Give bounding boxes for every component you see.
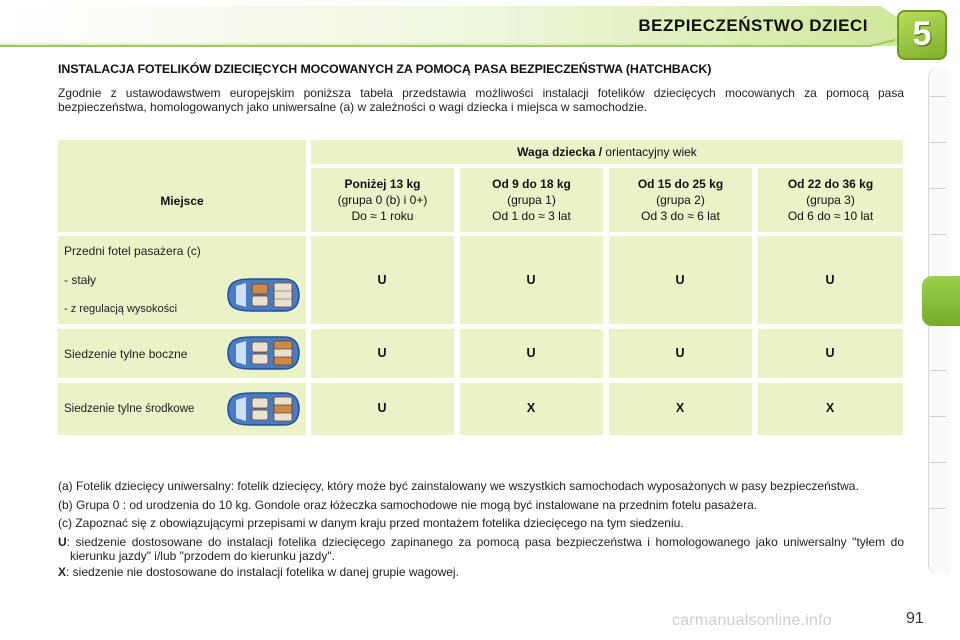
- footnote-text: Fotelik dziecięcy uniwersalny: fotelik dziecięcy, który może być zainstalowany we wszystkich samochodach wyposażonych w pasy bezpieczeństwa.: [72, 479, 859, 493]
- seat-label: Siedzenie tylne środkowe: [64, 403, 195, 415]
- side-index-tick: [930, 96, 946, 97]
- compatibility-mark: U: [377, 346, 387, 360]
- compatibility-mark: U: [377, 273, 387, 287]
- group-age: Od 3 do ≈ 6 lat: [641, 209, 720, 223]
- place-header-label: Miejsce: [160, 194, 204, 208]
- group-name: (grupa 1): [507, 193, 556, 207]
- group-name: (grupa 2): [656, 193, 705, 207]
- side-index-tab-active[interactable]: [922, 276, 960, 326]
- table-weight-header: [311, 140, 903, 164]
- side-index-tick: [930, 188, 946, 189]
- compatibility-mark: U: [377, 401, 387, 415]
- footnote-key: (b): [58, 497, 73, 512]
- table-place-header: [58, 140, 306, 232]
- chapter-badge: 5: [897, 10, 947, 60]
- page-number: 91: [906, 610, 924, 627]
- footnote: [58, 565, 904, 580]
- weight-header-bold: Waga dziecka /: [517, 145, 603, 159]
- group-header-1: [460, 168, 603, 232]
- footnote-text: Grupa 0 : od urodzenia do 10 kg. Gondole oraz łóżeczka samochodowe nie mogą być instalowane na przednim fotelu pasażera.: [72, 497, 758, 512]
- footnote-key: (a): [58, 479, 73, 493]
- side-index-tick: [930, 234, 946, 235]
- side-index-tick: [930, 508, 946, 509]
- footnote: [58, 516, 904, 531]
- footnote: [58, 535, 904, 564]
- intro-paragraph: Zgodnie z ustawodawstwem europejskim poniższa tabela przedstawia możliwości instalacji fotelików dziecięcych mocowanych za pomocą pasa bezpieczeństwa, homologowanych jako uniwersalne (a) w zależności o wagi dziecka i miejsca w samochodzie.: [58, 86, 904, 114]
- footnote-key: (c): [58, 516, 72, 530]
- side-index-tick: [930, 142, 946, 143]
- car-seat-diagram-icon: [222, 334, 302, 372]
- group-header-3: [758, 168, 903, 232]
- seat-sub-label: - z regulacją wysokości: [64, 303, 178, 315]
- group-title: Od 9 do 18 kg: [492, 177, 571, 191]
- compatibility-mark: X: [675, 401, 685, 415]
- compatibility-mark: X: [825, 401, 835, 415]
- group-age: Od 6 do ≈ 10 lat: [787, 209, 874, 223]
- side-index-tick: [930, 462, 946, 463]
- side-index-tick: [930, 370, 946, 371]
- section-title: INSTALACJA FOTELIKÓW DZIECIĘCYCH MOCOWANYCH ZA POMOCĄ PASA BEZPIECZEŃSTWA (HATCHBACK): [58, 62, 712, 76]
- group-age: Do ≈ 1 roku: [351, 209, 414, 223]
- seat-sub-label: - stały: [64, 273, 97, 287]
- footnote-text: : siedzenie dostosowane do instalacji fotelika dziecięcego zapinanego za pomocą pasa bezpieczeństwa i homologowanego jako uniwersalny "tyłem do kierunku jazdy" i/lub "przodem do kierunku jazdy".: [66, 534, 904, 563]
- compatibility-mark: X: [526, 401, 536, 415]
- footnote-key: U: [58, 534, 67, 549]
- group-age: Od 1 do ≈ 3 lat: [492, 209, 571, 223]
- weight-header-rest: orientacyjny wiek: [602, 145, 697, 159]
- footnote-text: Zapoznać się z obowiązującymi przepisami w danym kraju przed montażem fotelika dziecięcego na tym siedzeniu.: [72, 516, 684, 530]
- footnote: [58, 479, 904, 494]
- seat-label: Siedzenie tylne boczne: [64, 347, 188, 361]
- header-title: BEZPIECZEŃSTWO DZIECI: [638, 16, 868, 35]
- group-name: (grupa 0 (b) i 0+): [337, 193, 428, 207]
- seat-label: Przedni fotel pasażera (c): [64, 244, 201, 258]
- group-title: Poniżej 13 kg: [344, 177, 421, 191]
- group-title: Od 22 do 36 kg: [787, 177, 874, 191]
- compatibility-mark: U: [675, 346, 685, 360]
- group-header-0: [311, 168, 454, 232]
- compatibility-mark: U: [825, 346, 835, 360]
- page-header: [0, 0, 960, 52]
- footnote-text: : siedzenie nie dostosowane do instalacji fotelika w danej grupie wagowej.: [66, 564, 459, 579]
- car-seat-diagram-icon: [222, 276, 302, 314]
- footnote: [58, 498, 904, 513]
- compatibility-mark: U: [825, 273, 835, 287]
- group-header-2: [609, 168, 752, 232]
- group-title: Od 15 do 25 kg: [637, 177, 724, 191]
- footnotes: [58, 479, 904, 583]
- compatibility-mark: U: [526, 346, 536, 360]
- car-seat-diagram-icon: [222, 390, 302, 428]
- group-name: (grupa 3): [806, 193, 855, 207]
- side-index-tick: [930, 416, 946, 417]
- compatibility-mark: U: [526, 273, 536, 287]
- footnote-key: X: [58, 564, 67, 579]
- compatibility-mark: U: [675, 273, 685, 287]
- watermark: carmanualsonline.info: [672, 612, 832, 629]
